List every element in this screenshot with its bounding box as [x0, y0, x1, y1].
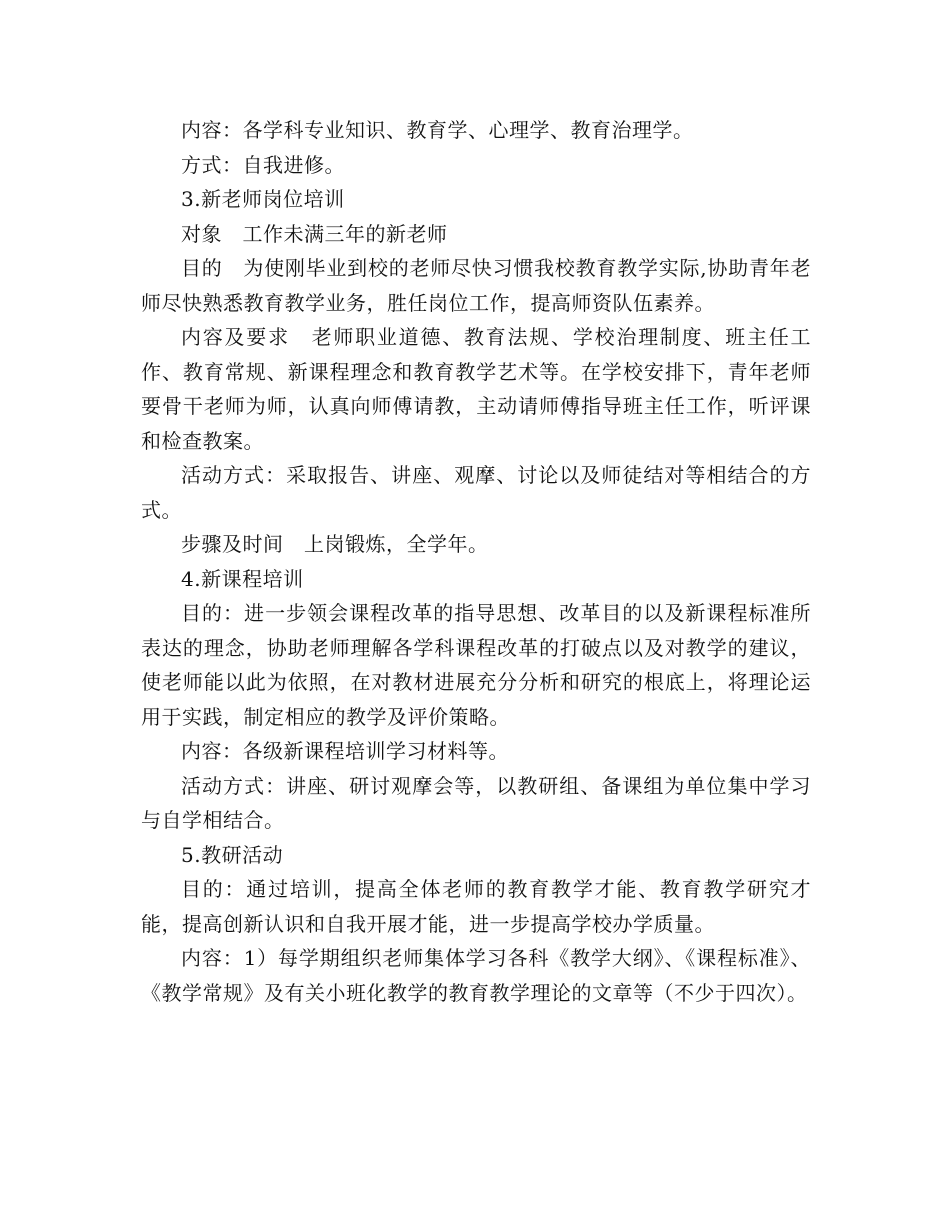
paragraph-target: 对象 工作未满三年的新老师 [181, 221, 448, 246]
paragraph-curriculum-activity: 活动方式：讲座、研讨观摩会等，以教研组、备课组为单位集中学习与自学相结合。 [141, 773, 811, 832]
paragraph-research-purpose: 目的：通过培训，提高全体老师的教育教学才能、教育教学研究才能，提高创新认识和自我开展才能，进一步提高学校办学质量。 [141, 877, 811, 936]
paragraph-activity-method: 活动方式：采取报告、讲座、观摩、讨论以及师徒结对等相结合的方式。 [141, 463, 811, 522]
document-body [141, 113, 811, 1010]
paragraph-curriculum-content: 内容：各级新课程培训学习材料等。 [181, 739, 509, 763]
paragraph-method-self-study: 方式：自我进修。 [181, 152, 345, 177]
heading-new-teacher-training: 3.新老师岗位培训 [181, 187, 345, 211]
paragraph-curriculum-purpose: 目的：进一步领会课程改革的指导思想、改革目的以及新课程标准所表达的理念，协助老师理解各学科课程改革的打破点以及对教学的建议，使老师能以此为依照，在对教材进展充分分析和研究的根底上，将理论运用于实践，制定相应的教学及评价策略。 [141, 601, 811, 729]
paragraph-purpose: 目的 为使刚毕业到校的老师尽快习惯我校教育教学实际,协助青年老师尽快熟悉教育教学业务，胜任岗位工作，提高师资队伍素养。 [141, 256, 811, 315]
paragraph-steps-time: 步骤及时间 上岗锻炼，全学年。 [181, 532, 489, 556]
heading-new-curriculum-training: 4.新课程培训 [181, 566, 304, 591]
heading-teaching-research: 5.教研活动 [181, 842, 284, 867]
paragraph-content-subjects: 内容：各学科专业知识、教育学、心理学、教育治理学。 [181, 118, 694, 142]
paragraph-content-requirements: 内容及要求 老师职业道德、教育法规、学校治理制度、班主任工作、教育常规、新课程理念和教育教学艺术等。在学校安排下，青年老师要骨干老师为师，认真向师傅请教，主动请师傅指导班主任工作，听评课和检查教案。 [141, 325, 811, 453]
paragraph-research-content: 内容：1）每学期组织老师集体学习各科《教学大纲》、《课程标准》、《教学常规》及有关小班化教学的教育教学理论的文章等（不少于四次）。 [141, 946, 811, 1005]
